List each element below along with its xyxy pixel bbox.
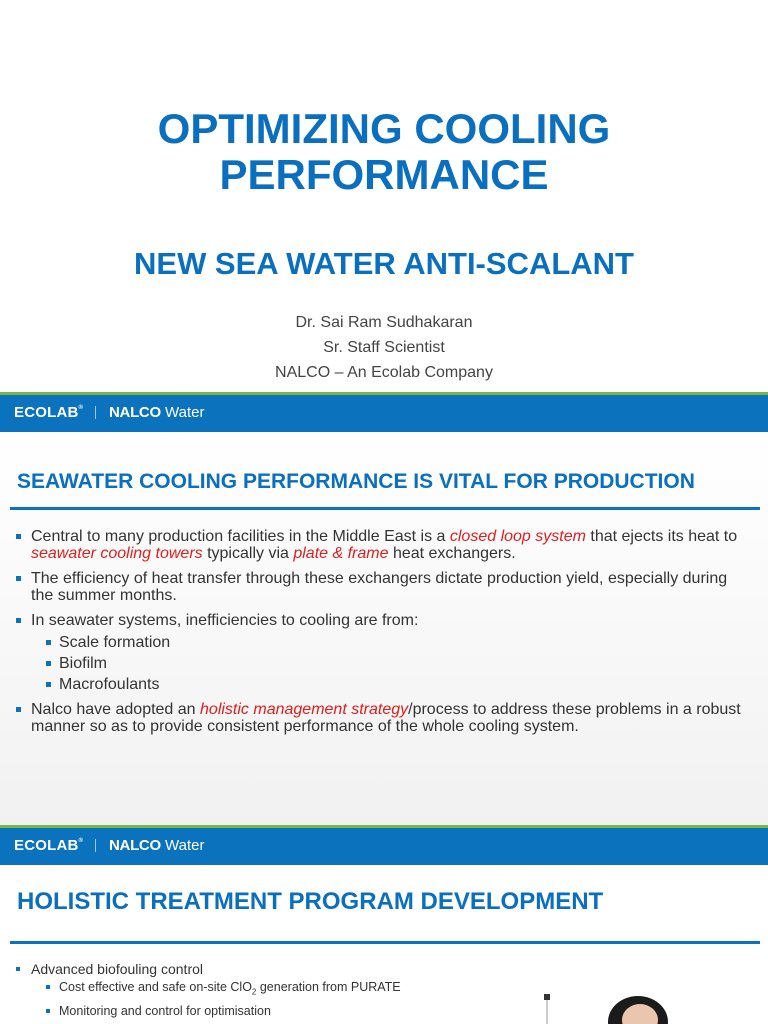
bullet-square-icon	[46, 985, 50, 989]
nalco-water-logo: NALCO Water	[109, 837, 205, 854]
title-divider	[10, 507, 760, 510]
lab-equipment-icon	[544, 994, 550, 1000]
slide-title: HOLISTIC TREATMENT PROGRAM DEVELOPMENT	[17, 888, 604, 915]
bullet-list	[14, 961, 574, 1021]
bullet-item: In seawater systems, inefficiencies to cooling are from:	[14, 612, 744, 629]
bullet-square-icon	[16, 707, 21, 712]
bullet-square-icon	[46, 1009, 50, 1013]
bullet-square-icon	[16, 618, 21, 623]
presentation-title	[0, 106, 768, 198]
author-company: NALCO – An Ecolab Company	[275, 364, 493, 381]
title-slide	[0, 0, 768, 392]
title-line-1: OPTIMIZING COOLING	[157, 105, 611, 152]
bullet-item: Nalco have adopted an holistic management strategy/process to address these problems in a robust manner so as to provide consistent performance of the whole cooling system.	[14, 701, 744, 735]
scientist-photo	[530, 990, 768, 1024]
author-block	[0, 310, 768, 385]
presentation-subtitle: NEW SEA WATER ANTI-SCALANT	[134, 246, 634, 281]
author-role: Sr. Staff Scientist	[323, 339, 445, 356]
bullet-square-icon	[46, 661, 51, 666]
brand-header-bar	[0, 395, 768, 432]
title-line-2: PERFORMANCE	[219, 151, 549, 198]
ecolab-logo: ECOLAB®	[14, 404, 84, 421]
bullet-item: The efficiency of heat transfer through these exchangers dictate production yield, especially during the summer months.	[14, 570, 744, 604]
highlight-text: plate & frame	[293, 545, 389, 562]
bullet-square-icon	[16, 967, 20, 971]
brand-header-bar	[0, 828, 768, 865]
sub-bullet-item: Macrofoulants	[14, 676, 744, 693]
highlight-text: closed loop system	[449, 528, 586, 545]
ecolab-logo: ECOLAB®	[14, 837, 84, 854]
content-slide-holistic	[0, 866, 768, 1024]
sub-bullet-item: Biofilm	[14, 655, 744, 672]
nalco-water-logo: NALCO Water	[109, 404, 205, 421]
bullet-square-icon	[16, 534, 21, 539]
highlight-text: seawater cooling towers	[31, 545, 203, 562]
slide-title: SEAWATER COOLING PERFORMANCE IS VITAL FOR PRODUCTION	[17, 470, 695, 493]
highlight-text: holistic management strategy	[200, 701, 409, 718]
bullet-square-icon	[46, 640, 51, 645]
sub-bullet-item: Cost effective and safe on-site ClO$_2$ generation from PURATE	[14, 978, 574, 1002]
title-divider	[10, 941, 760, 944]
bullet-item: Central to many production facilities in the Middle East is a closed loop system that ejects its heat to seawater cooling towers typically via plate & frame heat exchangers.	[14, 528, 744, 562]
bullet-square-icon	[46, 682, 51, 687]
sub-bullet-item: Scale formation	[14, 634, 744, 651]
sub-bullet-item: Monitoring and control for optimisation	[14, 1002, 574, 1021]
logo-divider	[95, 406, 96, 419]
content-slide-seawater	[0, 432, 768, 825]
author-name: Dr. Sai Ram Sudhakaran	[295, 314, 473, 331]
logo-divider	[95, 839, 96, 852]
bullet-item: Advanced biofouling control	[14, 961, 574, 978]
bullet-square-icon	[16, 576, 21, 581]
bullet-list	[14, 528, 744, 743]
